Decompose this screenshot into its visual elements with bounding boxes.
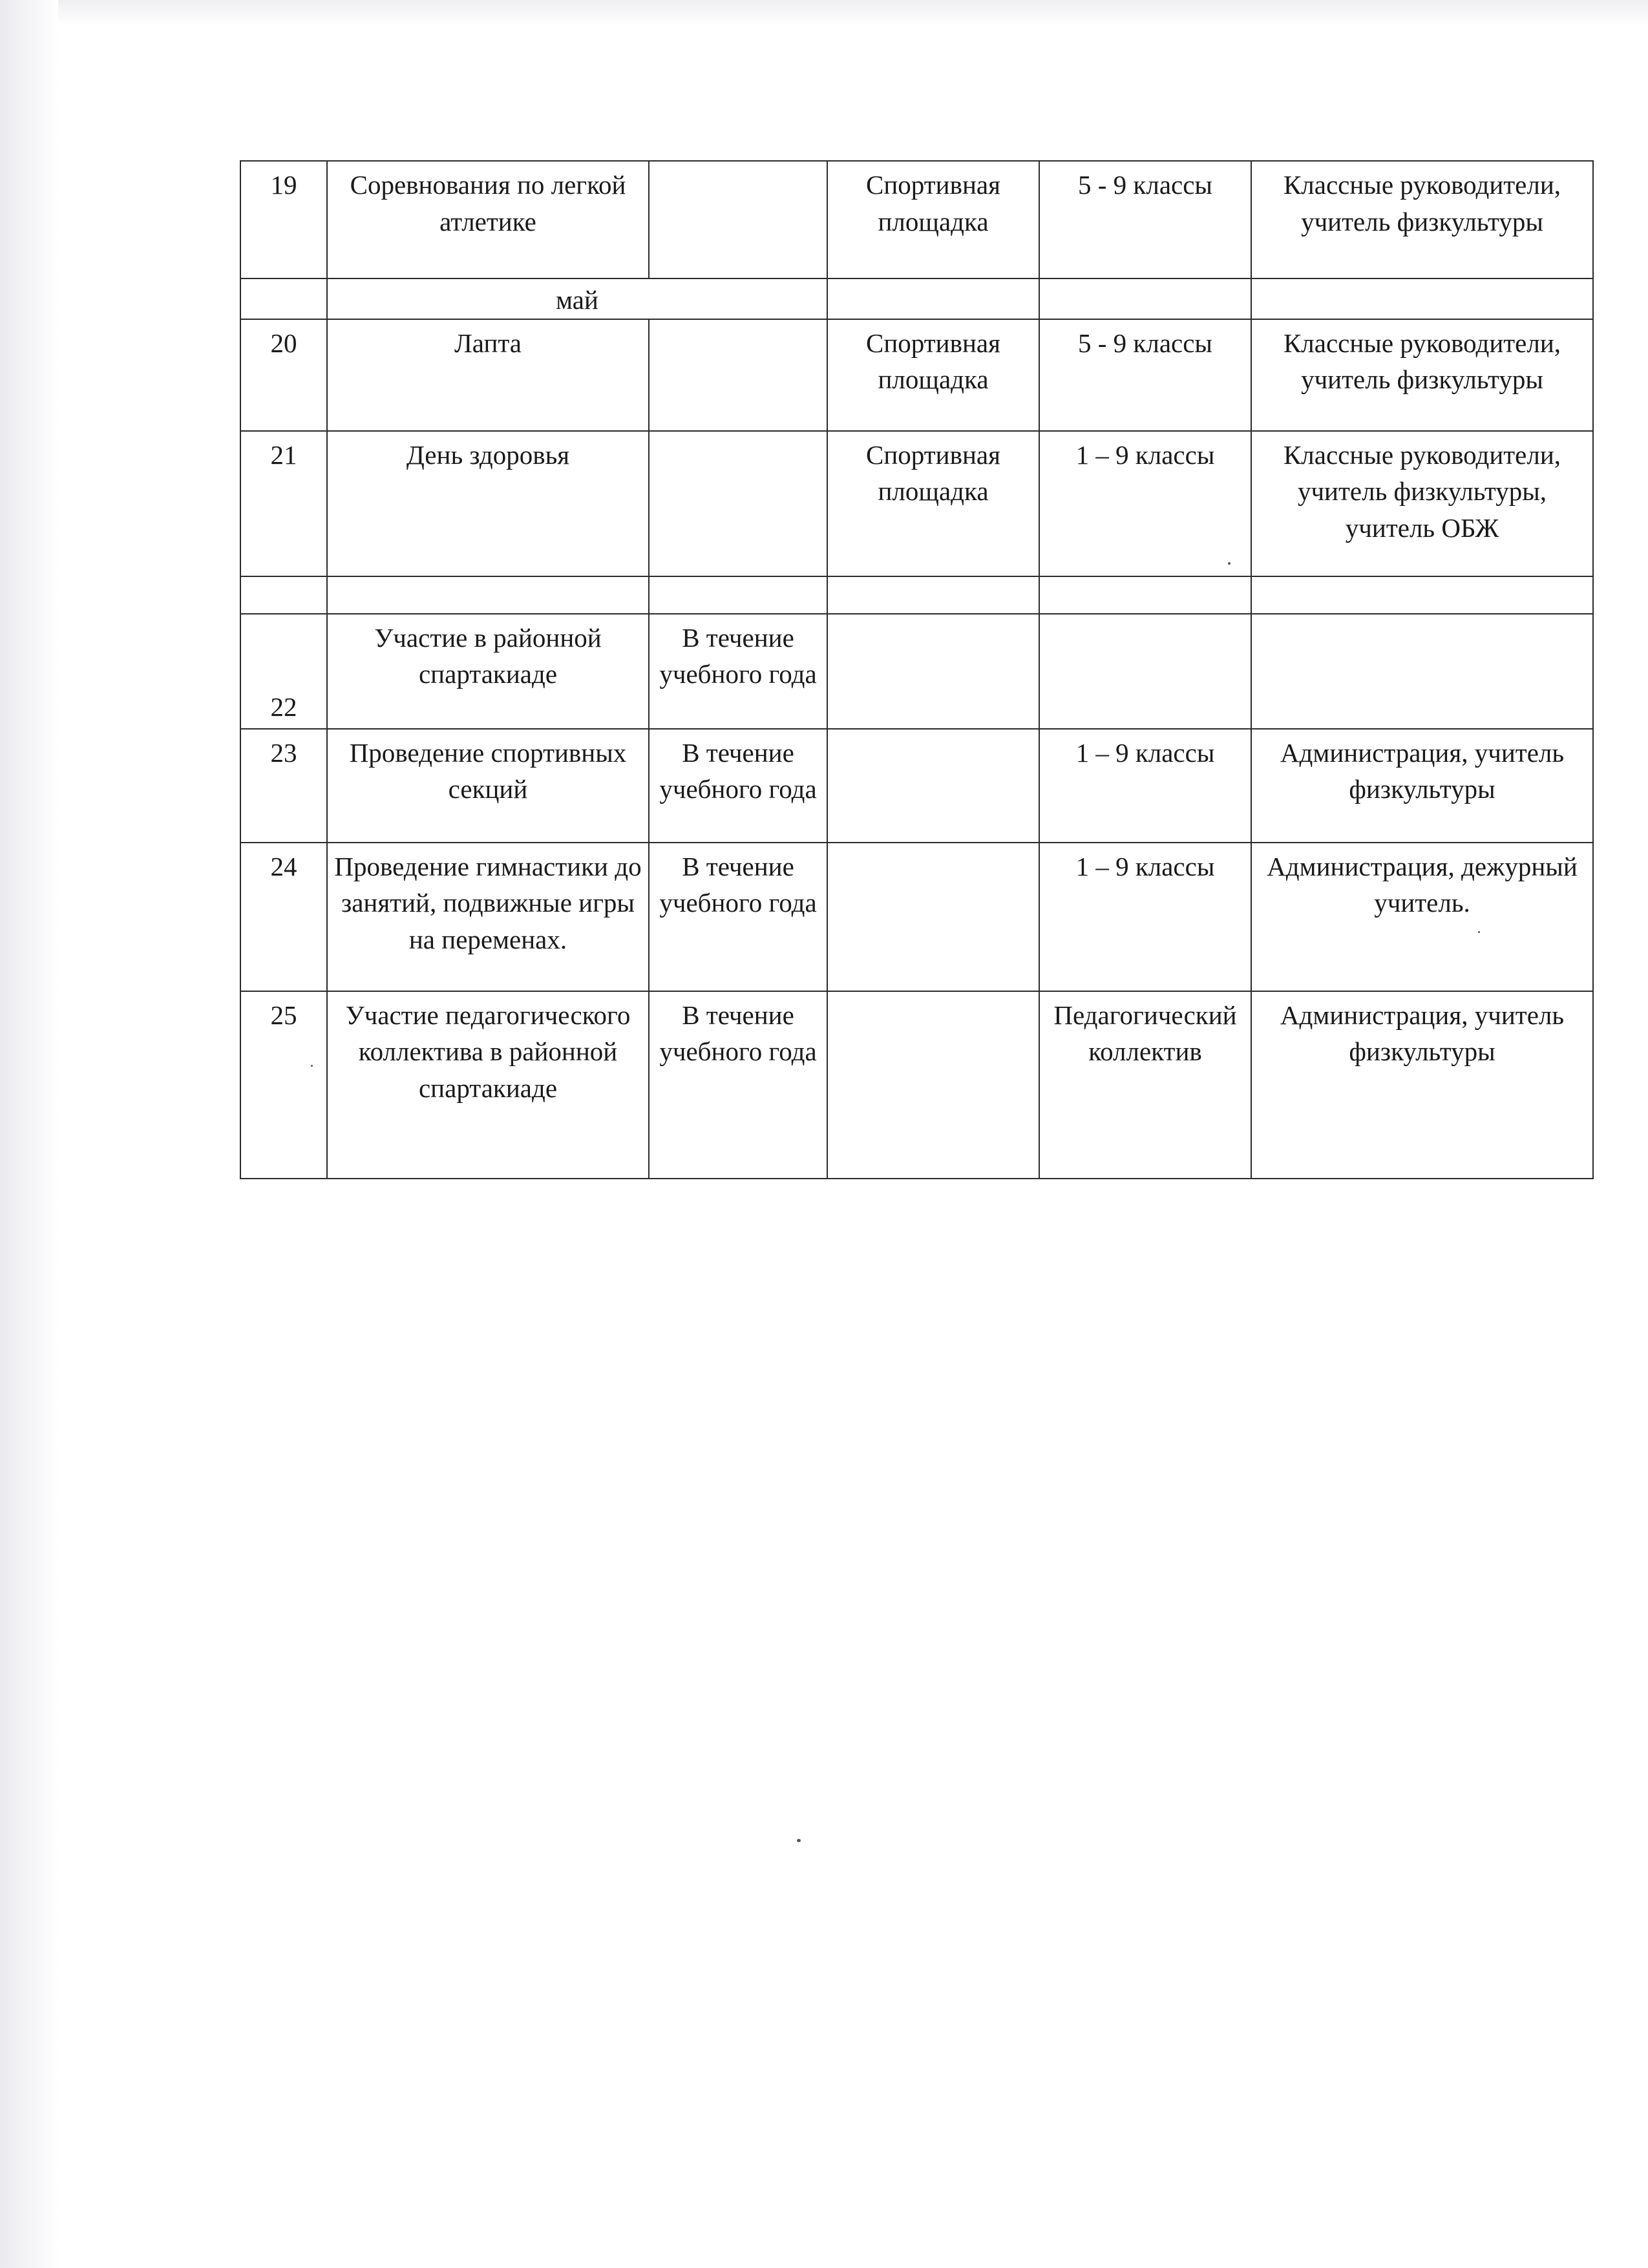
- empty-cell: [1251, 576, 1593, 614]
- responsible-cell: Классные руководители, учитель физкультуры: [1251, 161, 1593, 278]
- participants-cell: 1 – 9 классы: [1039, 843, 1251, 991]
- scan-speck: [797, 1839, 801, 1842]
- row-number: 25: [240, 991, 327, 1179]
- empty-cell: [1039, 576, 1251, 614]
- time-cell: [649, 431, 827, 576]
- participants-cell: 5 - 9 классы: [1039, 161, 1251, 278]
- table-row: [240, 431, 1593, 576]
- event-cell: День здоровья: [327, 431, 649, 576]
- event-cell: Проведение гимнастики до занятий, подвижные игры на переменах.: [327, 843, 649, 991]
- event-cell: Участие в районной спартакиаде: [327, 614, 649, 729]
- participants-cell: 5 - 9 классы: [1039, 319, 1251, 431]
- month-label: май: [327, 278, 827, 319]
- events-table: [240, 160, 1594, 1179]
- scan-speck: [311, 1065, 313, 1067]
- empty-cell: [327, 576, 649, 614]
- table-row: [240, 843, 1593, 991]
- event-cell: Проведение спортивных секций: [327, 729, 649, 843]
- event-cell: Соревнования по легкой атлетике: [327, 161, 649, 278]
- time-cell: В течение учебного года: [649, 614, 827, 729]
- place-cell: Спортивная площадка: [827, 319, 1039, 431]
- place-cell: Спортивная площадка: [827, 431, 1039, 576]
- row-number: 23: [240, 729, 327, 843]
- responsible-cell: Классные руководители, учитель физкультуры: [1251, 319, 1593, 431]
- empty-row: [240, 576, 1593, 614]
- empty-cell: [240, 278, 327, 319]
- participants-cell: 1 – 9 классы: [1039, 431, 1251, 576]
- participants-cell: 1 – 9 классы: [1039, 729, 1251, 843]
- participants-cell: Педагогический коллектив: [1039, 991, 1251, 1179]
- table-row: [240, 991, 1593, 1179]
- responsible-cell: Администрация, учитель физкультуры: [1251, 729, 1593, 843]
- place-cell: [827, 614, 1039, 729]
- time-cell: В течение учебного года: [649, 843, 827, 991]
- empty-cell: [1251, 278, 1593, 319]
- table-row: [240, 614, 1593, 729]
- responsible-cell: Администрация, дежурный учитель.: [1251, 843, 1593, 991]
- participants-cell: [1039, 614, 1251, 729]
- table-row: [240, 729, 1593, 843]
- empty-cell: [1039, 278, 1251, 319]
- row-number: 20: [240, 319, 327, 431]
- table-row: [240, 319, 1593, 431]
- row-number: 21: [240, 431, 327, 576]
- responsible-cell: Администрация, учитель физкультуры: [1251, 991, 1593, 1179]
- empty-cell: [827, 278, 1039, 319]
- scan-speck: [1228, 562, 1231, 565]
- table-row: [240, 161, 1593, 278]
- empty-cell: [240, 576, 327, 614]
- place-cell: Спортивная площадка: [827, 161, 1039, 278]
- row-number: 19: [240, 161, 327, 278]
- empty-cell: [649, 576, 827, 614]
- time-cell: В течение учебного года: [649, 991, 827, 1179]
- month-row: [240, 278, 1593, 319]
- row-number: 24: [240, 843, 327, 991]
- time-cell: [649, 319, 827, 431]
- scan-shadow-left: [0, 0, 58, 2268]
- place-cell: [827, 991, 1039, 1179]
- event-cell: Участие педагогического коллектива в районной спартакиаде: [327, 991, 649, 1179]
- empty-cell: [827, 576, 1039, 614]
- place-cell: [827, 729, 1039, 843]
- responsible-cell: [1251, 614, 1593, 729]
- place-cell: [827, 843, 1039, 991]
- scan-speck: [1478, 931, 1480, 933]
- scan-shadow-top: [0, 0, 1648, 26]
- responsible-cell: Классные руководители, учитель физкультуры, учитель ОБЖ: [1251, 431, 1593, 576]
- time-cell: В течение учебного года: [649, 729, 827, 843]
- time-cell: [649, 161, 827, 278]
- event-cell: Лапта: [327, 319, 649, 431]
- row-number: 22: [240, 614, 327, 729]
